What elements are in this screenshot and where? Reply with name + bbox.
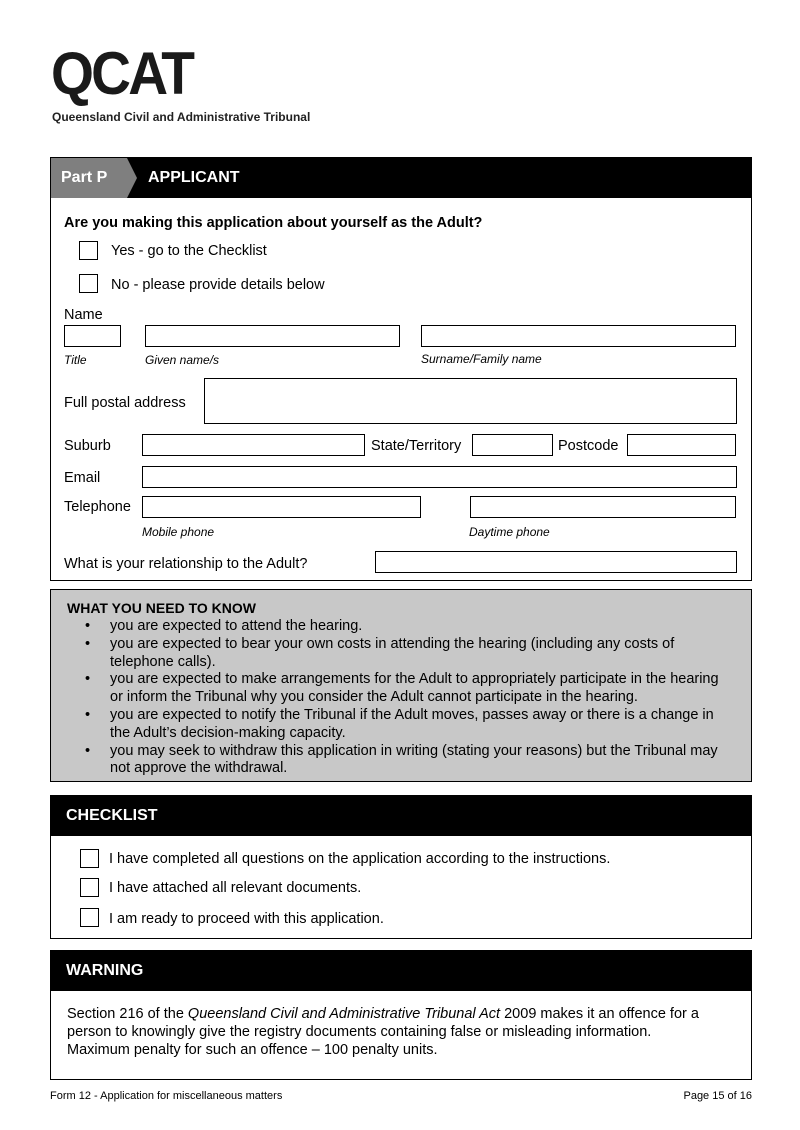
checklist-title: CHECKLIST [66,807,158,824]
postcode-field[interactable] [627,434,736,456]
given-name-caption: Given name/s [145,353,220,367]
postcode-label: Postcode [558,438,619,454]
checklist-checkbox-ready[interactable] [80,908,99,927]
applicant-title: APPLICANT [148,169,240,186]
applicant-header [51,158,751,198]
email-label: Email [64,470,101,486]
warning-text-post: 2009 makes it an offence for a person to knowingly give the registry documents containing false or misleading information. [67,1006,699,1040]
know-list [85,618,735,778]
warning-text [67,1005,737,1059]
given-name-field[interactable] [145,325,400,347]
know-item: • you may seek to withdraw this application in writing (stating your reasons) but the Tribunal may not approve the withdrawal. [85,743,735,779]
know-item: • you are expected to bear your own costs in attending the hearing (including any costs of telephone calls). [85,636,735,672]
no-option-label: No - please provide details below [111,277,325,293]
checklist-header [51,796,751,836]
surname-caption: Surname/Family name [421,352,542,366]
checklist-item-ready: I am ready to proceed with this application. [109,911,384,927]
warning-section [50,950,752,1080]
title-caption: Title [64,353,87,367]
checklist-section [50,795,752,939]
title-field[interactable] [64,325,121,347]
state-label: State/Territory [371,438,462,454]
part-tag-arrow [127,158,137,198]
know-title: WHAT YOU NEED TO KNOW [67,600,256,616]
warning-penalty: Maximum penalty for such an offence – 100 penalty units. [67,1042,438,1058]
checklist-checkbox-completed[interactable] [80,849,99,868]
checklist-item-completed: I have completed all questions on the application according to the instructions. [109,851,611,867]
yes-checkbox[interactable] [79,241,98,260]
relationship-field[interactable] [375,551,737,573]
email-field[interactable] [142,466,737,488]
checklist-checkbox-attached[interactable] [80,878,99,897]
postal-address-field[interactable] [204,378,737,424]
suburb-label: Suburb [64,438,111,454]
telephone-label: Telephone [64,499,131,515]
know-item: • you are expected to attend the hearing. [85,618,735,636]
daytime-phone-field[interactable] [470,496,736,518]
no-checkbox[interactable] [79,274,98,293]
part-tag: Part P [51,158,127,198]
mobile-phone-field[interactable] [142,496,421,518]
warning-header [51,951,751,991]
warning-act-name: Queensland Civil and Administrative Tribunal Act [187,1006,501,1022]
mobile-phone-caption: Mobile phone [142,525,215,539]
what-you-need-to-know-box [50,589,752,782]
warning-title: WARNING [66,962,144,979]
self-question: Are you making this application about yourself as the Adult? [64,215,483,231]
applicant-section [50,157,752,581]
know-item: • you are expected to notify the Tribunal if the Adult moves, passes away or there is a change in the Adult’s decision-making capacity. [85,707,735,743]
footer-form-name: Form 12 - Application for miscellaneous matters [50,1090,283,1102]
suburb-field[interactable] [142,434,365,456]
name-label: Name [64,307,103,323]
yes-option-label: Yes - go to the Checklist [111,243,267,259]
relationship-label: What is your relationship to the Adult? [64,556,308,572]
footer-page-number: Page 15 of 16 [683,1090,752,1102]
qcat-logo: QCAT [51,40,193,107]
checklist-item-attached: I have attached all relevant documents. [109,880,362,896]
warning-text-pre: Section 216 of the [67,1006,188,1022]
know-item: • you are expected to make arrangements for the Adult to appropriately participate in the hearing or inform the Tribunal why you consider the Adult cannot participate in the hearing. [85,671,735,707]
surname-field[interactable] [421,325,736,347]
state-field[interactable] [472,434,553,456]
logo-subtitle: Queensland Civil and Administrative Tribunal [52,110,311,124]
daytime-phone-caption: Daytime phone [469,525,550,539]
postal-address-label: Full postal address [64,395,186,411]
